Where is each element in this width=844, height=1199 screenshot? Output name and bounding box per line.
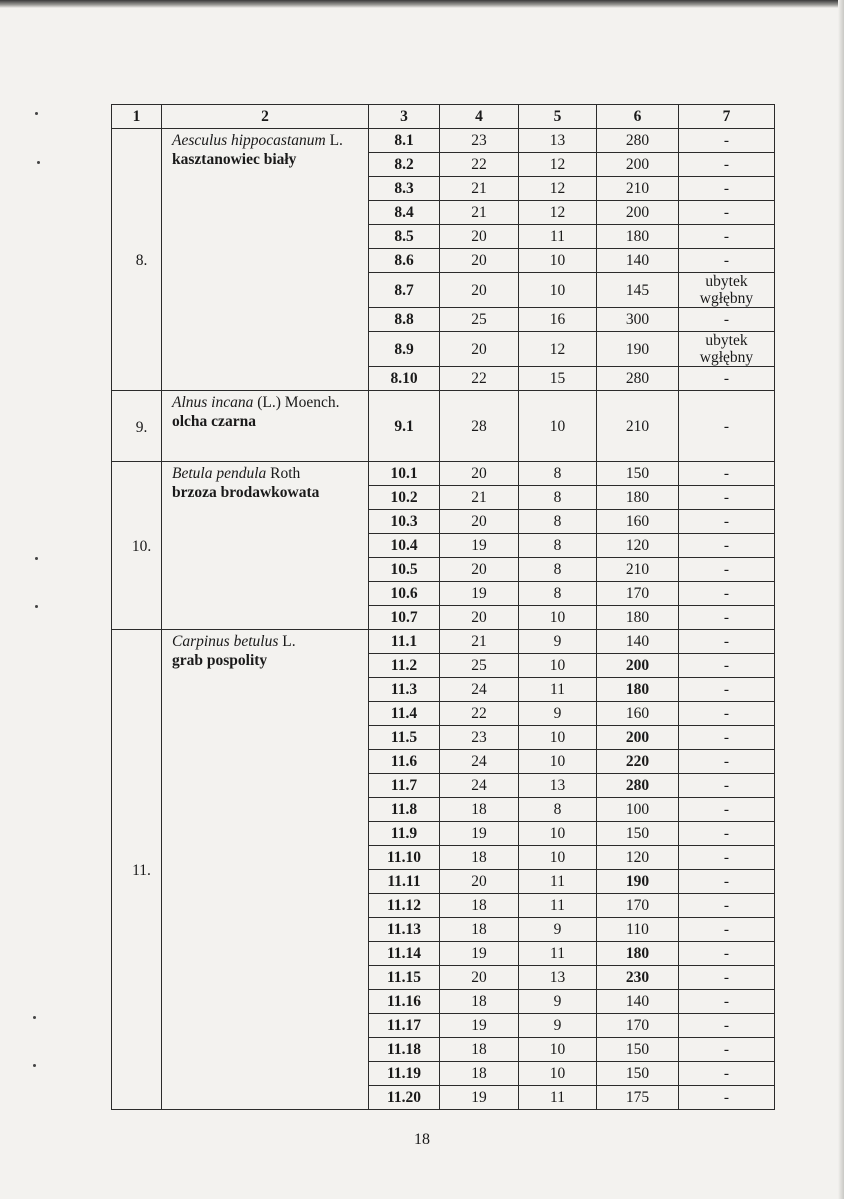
tree-number: 8.10 bbox=[369, 367, 440, 391]
col7-note: - bbox=[679, 201, 775, 225]
col6-value: 200 bbox=[597, 654, 679, 678]
col7-note: - bbox=[679, 558, 775, 582]
col4-value: 18 bbox=[440, 1062, 519, 1086]
tree-number: 8.5 bbox=[369, 225, 440, 249]
col6-value: 180 bbox=[597, 606, 679, 630]
col6-value: 190 bbox=[597, 870, 679, 894]
col4-value: 20 bbox=[440, 510, 519, 534]
col4-value: 20 bbox=[440, 606, 519, 630]
column-header: 5 bbox=[519, 105, 597, 129]
col4-value: 18 bbox=[440, 918, 519, 942]
scan-edge-right bbox=[838, 0, 844, 1199]
col6-value: 210 bbox=[597, 558, 679, 582]
col7-note: - bbox=[679, 678, 775, 702]
tree-number: 11.6 bbox=[369, 750, 440, 774]
tree-number: 11.7 bbox=[369, 774, 440, 798]
col7-note: - bbox=[679, 846, 775, 870]
scan-speck bbox=[35, 557, 38, 560]
col4-value: 28 bbox=[440, 391, 519, 462]
tree-number: 11.10 bbox=[369, 846, 440, 870]
col4-value: 18 bbox=[440, 846, 519, 870]
col4-value: 20 bbox=[440, 870, 519, 894]
col7-note: - bbox=[679, 942, 775, 966]
col5-value: 16 bbox=[519, 308, 597, 332]
col7-note: - bbox=[679, 534, 775, 558]
column-header: 1 bbox=[112, 105, 162, 129]
header-row bbox=[112, 105, 775, 129]
col7-note: - bbox=[679, 153, 775, 177]
tree-number: 10.5 bbox=[369, 558, 440, 582]
tree-inventory-table bbox=[111, 104, 775, 1110]
species-latin-name: Aesculus hippocastanum bbox=[172, 132, 326, 149]
scan-edge-top bbox=[0, 0, 844, 8]
col7-note: - bbox=[679, 462, 775, 486]
col6-value: 150 bbox=[597, 462, 679, 486]
page-number: 18 bbox=[414, 1131, 430, 1148]
col5-value: 11 bbox=[519, 225, 597, 249]
col5-value: 10 bbox=[519, 726, 597, 750]
table-row bbox=[112, 630, 775, 654]
col7-note: - bbox=[679, 1038, 775, 1062]
species-number: 10. bbox=[112, 462, 162, 630]
col5-value: 8 bbox=[519, 534, 597, 558]
tree-number: 10.3 bbox=[369, 510, 440, 534]
tree-number: 11.14 bbox=[369, 942, 440, 966]
col7-note: - bbox=[679, 308, 775, 332]
col4-value: 24 bbox=[440, 678, 519, 702]
col5-value: 11 bbox=[519, 942, 597, 966]
table-row bbox=[112, 462, 775, 486]
col6-value: 170 bbox=[597, 894, 679, 918]
col4-value: 20 bbox=[440, 966, 519, 990]
tree-number: 8.9 bbox=[369, 332, 440, 367]
species-latin-name: Alnus incana bbox=[172, 394, 254, 411]
col4-value: 20 bbox=[440, 462, 519, 486]
species-name-cell bbox=[162, 630, 369, 1110]
tree-number: 8.2 bbox=[369, 153, 440, 177]
tree-number: 11.16 bbox=[369, 990, 440, 1014]
col5-value: 10 bbox=[519, 249, 597, 273]
col6-value: 180 bbox=[597, 225, 679, 249]
col5-value: 12 bbox=[519, 201, 597, 225]
col4-value: 23 bbox=[440, 726, 519, 750]
col6-value: 280 bbox=[597, 367, 679, 391]
col5-value: 10 bbox=[519, 273, 597, 308]
col6-value: 140 bbox=[597, 249, 679, 273]
col5-value: 11 bbox=[519, 678, 597, 702]
col7-note: - bbox=[679, 391, 775, 462]
col7-note: - bbox=[679, 582, 775, 606]
col6-value: 145 bbox=[597, 273, 679, 308]
col7-note: - bbox=[679, 870, 775, 894]
col5-value: 13 bbox=[519, 129, 597, 153]
scan-speck bbox=[35, 605, 38, 608]
tree-number: 10.2 bbox=[369, 486, 440, 510]
col5-value: 8 bbox=[519, 462, 597, 486]
col4-value: 19 bbox=[440, 534, 519, 558]
col6-value: 100 bbox=[597, 798, 679, 822]
col6-value: 150 bbox=[597, 1062, 679, 1086]
col4-value: 19 bbox=[440, 1086, 519, 1110]
col5-value: 10 bbox=[519, 1038, 597, 1062]
column-header: 3 bbox=[369, 105, 440, 129]
species-latin-name: Carpinus betulus bbox=[172, 633, 279, 650]
col6-value: 190 bbox=[597, 332, 679, 367]
col6-value: 120 bbox=[597, 534, 679, 558]
col7-note: - bbox=[679, 990, 775, 1014]
col7-note: - bbox=[679, 798, 775, 822]
col5-value: 8 bbox=[519, 510, 597, 534]
col7-note: - bbox=[679, 129, 775, 153]
species-name-cell bbox=[162, 462, 369, 630]
col4-value: 18 bbox=[440, 1038, 519, 1062]
col6-value: 110 bbox=[597, 918, 679, 942]
col4-value: 25 bbox=[440, 654, 519, 678]
col4-value: 20 bbox=[440, 225, 519, 249]
tree-number: 10.7 bbox=[369, 606, 440, 630]
col7-note: - bbox=[679, 1062, 775, 1086]
col6-value: 180 bbox=[597, 486, 679, 510]
col7-note: - bbox=[679, 774, 775, 798]
col7-note: - bbox=[679, 654, 775, 678]
col5-value: 10 bbox=[519, 846, 597, 870]
col4-value: 25 bbox=[440, 308, 519, 332]
col6-value: 150 bbox=[597, 1038, 679, 1062]
tree-number: 10.1 bbox=[369, 462, 440, 486]
col4-value: 19 bbox=[440, 582, 519, 606]
col4-value: 20 bbox=[440, 332, 519, 367]
species-number: 9. bbox=[112, 391, 162, 462]
col5-value: 9 bbox=[519, 702, 597, 726]
species-author: L. bbox=[325, 132, 343, 149]
col4-value: 21 bbox=[440, 630, 519, 654]
col5-value: 12 bbox=[519, 177, 597, 201]
col5-value: 9 bbox=[519, 918, 597, 942]
col6-value: 160 bbox=[597, 510, 679, 534]
species-name-cell bbox=[162, 129, 369, 391]
col5-value: 9 bbox=[519, 1014, 597, 1038]
col5-value: 11 bbox=[519, 894, 597, 918]
col5-value: 10 bbox=[519, 822, 597, 846]
tree-number: 11.2 bbox=[369, 654, 440, 678]
col6-value: 200 bbox=[597, 726, 679, 750]
col5-value: 8 bbox=[519, 558, 597, 582]
col5-value: 12 bbox=[519, 332, 597, 367]
col6-value: 300 bbox=[597, 308, 679, 332]
scan-speck bbox=[35, 112, 38, 115]
col6-value: 180 bbox=[597, 678, 679, 702]
column-header: 7 bbox=[679, 105, 775, 129]
col7-note: - bbox=[679, 894, 775, 918]
species-name-cell bbox=[162, 391, 369, 462]
col7-note: - bbox=[679, 249, 775, 273]
col5-value: 10 bbox=[519, 606, 597, 630]
col6-value: 280 bbox=[597, 129, 679, 153]
table-row bbox=[112, 391, 775, 462]
tree-number: 10.6 bbox=[369, 582, 440, 606]
col7-note: - bbox=[679, 702, 775, 726]
tree-number: 11.17 bbox=[369, 1014, 440, 1038]
column-header: 6 bbox=[597, 105, 679, 129]
col6-value: 220 bbox=[597, 750, 679, 774]
col6-value: 210 bbox=[597, 177, 679, 201]
col5-value: 10 bbox=[519, 750, 597, 774]
col7-note: - bbox=[679, 486, 775, 510]
col4-value: 20 bbox=[440, 249, 519, 273]
col4-value: 18 bbox=[440, 990, 519, 1014]
tree-number: 11.5 bbox=[369, 726, 440, 750]
col7-note: - bbox=[679, 822, 775, 846]
col6-value: 175 bbox=[597, 1086, 679, 1110]
col7-note: - bbox=[679, 177, 775, 201]
col4-value: 21 bbox=[440, 201, 519, 225]
species-author: (L.) Moench. bbox=[253, 394, 340, 411]
col7-note: - bbox=[679, 750, 775, 774]
col7-note: - bbox=[679, 225, 775, 249]
col5-value: 8 bbox=[519, 798, 597, 822]
col6-value: 280 bbox=[597, 774, 679, 798]
species-latin-name: Betula pendula bbox=[172, 465, 267, 482]
col6-value: 180 bbox=[597, 942, 679, 966]
col7-note: ubytek wgłębny bbox=[679, 332, 775, 367]
scan-speck bbox=[37, 161, 40, 164]
col7-note: - bbox=[679, 630, 775, 654]
col4-value: 22 bbox=[440, 702, 519, 726]
tree-number: 11.4 bbox=[369, 702, 440, 726]
col7-note: - bbox=[679, 606, 775, 630]
col6-value: 150 bbox=[597, 822, 679, 846]
col5-value: 9 bbox=[519, 990, 597, 1014]
tree-number: 11.19 bbox=[369, 1062, 440, 1086]
col7-note: - bbox=[679, 918, 775, 942]
tree-number: 8.7 bbox=[369, 273, 440, 308]
tree-number: 8.4 bbox=[369, 201, 440, 225]
col5-value: 13 bbox=[519, 966, 597, 990]
tree-number: 11.11 bbox=[369, 870, 440, 894]
scan-speck bbox=[33, 1016, 36, 1019]
species-author: Roth bbox=[266, 465, 301, 482]
species-polish-name: grab pospolity bbox=[172, 652, 268, 669]
col7-note: - bbox=[679, 1014, 775, 1038]
species-polish-name: brzoza brodawkowata bbox=[172, 484, 320, 501]
col4-value: 21 bbox=[440, 177, 519, 201]
col4-value: 23 bbox=[440, 129, 519, 153]
col6-value: 210 bbox=[597, 391, 679, 462]
col5-value: 10 bbox=[519, 654, 597, 678]
col5-value: 8 bbox=[519, 486, 597, 510]
col4-value: 19 bbox=[440, 1014, 519, 1038]
species-polish-name: olcha czarna bbox=[172, 413, 256, 430]
tree-number: 11.9 bbox=[369, 822, 440, 846]
col5-value: 12 bbox=[519, 153, 597, 177]
tree-number: 11.15 bbox=[369, 966, 440, 990]
tree-number: 11.18 bbox=[369, 1038, 440, 1062]
tree-number: 8.3 bbox=[369, 177, 440, 201]
tree-number: 9.1 bbox=[369, 391, 440, 462]
col6-value: 230 bbox=[597, 966, 679, 990]
tree-number: 8.6 bbox=[369, 249, 440, 273]
tree-number: 11.20 bbox=[369, 1086, 440, 1110]
species-number: 8. bbox=[112, 129, 162, 391]
col7-note: - bbox=[679, 367, 775, 391]
tree-number: 11.12 bbox=[369, 894, 440, 918]
col4-value: 22 bbox=[440, 367, 519, 391]
table-row bbox=[112, 129, 775, 153]
col4-value: 24 bbox=[440, 774, 519, 798]
col5-value: 10 bbox=[519, 391, 597, 462]
col4-value: 19 bbox=[440, 822, 519, 846]
col4-value: 18 bbox=[440, 798, 519, 822]
col4-value: 19 bbox=[440, 942, 519, 966]
species-polish-name: kasztanowiec biały bbox=[172, 151, 297, 168]
col6-value: 120 bbox=[597, 846, 679, 870]
col7-note: ubytek wgłębny bbox=[679, 273, 775, 308]
col7-note: - bbox=[679, 966, 775, 990]
col6-value: 170 bbox=[597, 582, 679, 606]
tree-number: 11.1 bbox=[369, 630, 440, 654]
col5-value: 11 bbox=[519, 870, 597, 894]
col4-value: 24 bbox=[440, 750, 519, 774]
col4-value: 20 bbox=[440, 273, 519, 308]
tree-number: 11.13 bbox=[369, 918, 440, 942]
column-header: 4 bbox=[440, 105, 519, 129]
tree-number: 8.1 bbox=[369, 129, 440, 153]
tree-number: 10.4 bbox=[369, 534, 440, 558]
col7-note: - bbox=[679, 1086, 775, 1110]
column-header: 2 bbox=[162, 105, 369, 129]
col7-note: - bbox=[679, 510, 775, 534]
col4-value: 22 bbox=[440, 153, 519, 177]
col6-value: 170 bbox=[597, 1014, 679, 1038]
tree-number: 8.8 bbox=[369, 308, 440, 332]
col7-note: - bbox=[679, 726, 775, 750]
col5-value: 10 bbox=[519, 1062, 597, 1086]
col6-value: 160 bbox=[597, 702, 679, 726]
col4-value: 20 bbox=[440, 558, 519, 582]
col4-value: 18 bbox=[440, 894, 519, 918]
col4-value: 21 bbox=[440, 486, 519, 510]
tree-number: 11.8 bbox=[369, 798, 440, 822]
col6-value: 140 bbox=[597, 990, 679, 1014]
col6-value: 200 bbox=[597, 201, 679, 225]
col5-value: 11 bbox=[519, 1086, 597, 1110]
col5-value: 9 bbox=[519, 630, 597, 654]
tree-number: 11.3 bbox=[369, 678, 440, 702]
col5-value: 13 bbox=[519, 774, 597, 798]
col5-value: 15 bbox=[519, 367, 597, 391]
col6-value: 140 bbox=[597, 630, 679, 654]
col5-value: 8 bbox=[519, 582, 597, 606]
species-author: L. bbox=[278, 633, 296, 650]
col6-value: 200 bbox=[597, 153, 679, 177]
scan-speck bbox=[33, 1064, 36, 1067]
species-number: 11. bbox=[112, 630, 162, 1110]
